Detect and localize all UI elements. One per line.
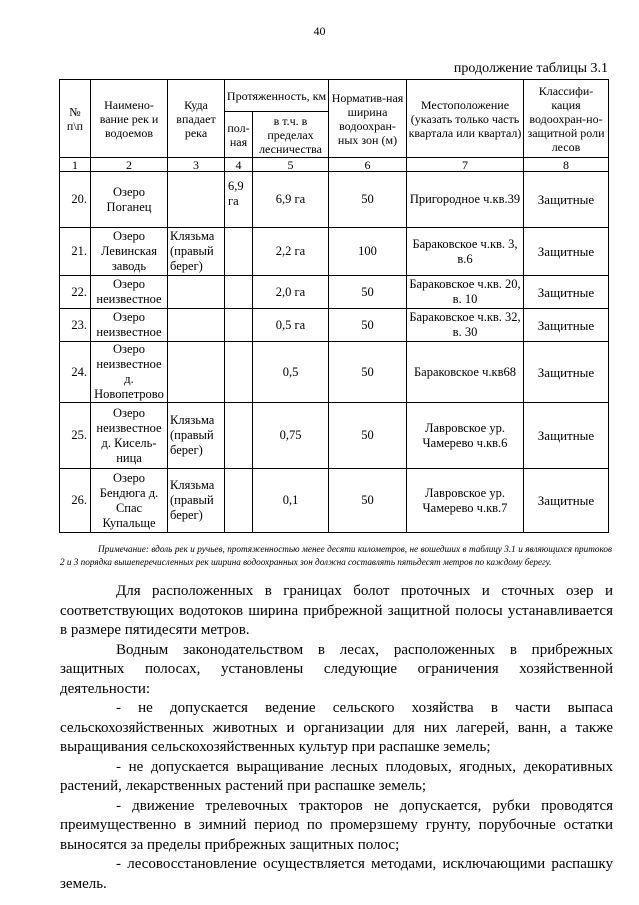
cell-length-forestry: 6,9 га — [253, 172, 329, 228]
cell-name: Озеро неизвестное — [91, 276, 168, 309]
table-caption: продолжение таблицы 3.1 — [453, 61, 608, 76]
cell-classification: Защитные — [524, 172, 609, 228]
paragraph: - не допускается выращивание лесных плодовых, ягодных, декоративных растений, лекарственных растений при распашке земель; — [60, 758, 613, 794]
cell-location: Бараковское ч.кв. 20, в. 10 — [407, 276, 524, 309]
page-number: 40 — [313, 24, 326, 38]
cell-name: Озеро неизвестное д. Кисель-ница — [91, 403, 168, 469]
table-row — [60, 276, 609, 309]
cell-flows-into — [168, 309, 225, 342]
cell-classification: Защитные — [524, 309, 609, 342]
column-number: 1 — [60, 158, 91, 172]
cell-length-total — [225, 228, 253, 276]
cell-location: Бараковское ч.кв. 3, в.6 — [407, 228, 524, 276]
header-name: Наимено-вание рек и водоемов — [91, 80, 168, 158]
column-number: 3 — [168, 158, 225, 172]
cell-zone-width: 50 — [329, 342, 407, 403]
header-flows-into: Куда впадает река — [168, 80, 225, 158]
cell-length-forestry: 0,5 га — [253, 309, 329, 342]
cell-classification: Защитные — [524, 469, 609, 533]
cell-zone-width: 50 — [329, 276, 407, 309]
cell-name: Озеро неизвестное — [91, 309, 168, 342]
table-row — [60, 309, 609, 342]
header-classification: Классифи-кация водоохран-но-защитной роли лесов — [524, 80, 609, 158]
cell-num: 20. — [60, 172, 91, 228]
header-num: № п\п — [60, 80, 91, 158]
table-row — [60, 403, 609, 469]
cell-num: 22. — [60, 276, 91, 309]
cell-flows-into: Клязьма (правый берег) — [168, 228, 225, 276]
cell-zone-width: 50 — [329, 309, 407, 342]
column-number: 4 — [225, 158, 253, 172]
cell-length-forestry: 0,1 — [253, 469, 329, 533]
paragraph: Для расположенных в границах болот проточных и сточных озер и соответствующих водотоков ширина прибрежной защитной полосы устанавливается в размере пятидесяти метров. — [60, 583, 613, 638]
column-number: 7 — [407, 158, 524, 172]
cell-length-total — [225, 469, 253, 533]
cell-name: Озеро Поганец — [91, 172, 168, 228]
cell-classification: Защитные — [524, 228, 609, 276]
cell-location: Лавровское ур. Чамерево ч.кв.7 — [407, 469, 524, 533]
cell-length-total — [225, 276, 253, 309]
cell-length-forestry: 2,0 га — [253, 276, 329, 309]
cell-flows-into: Клязьма (правый берег) — [168, 469, 225, 533]
cell-num: 24. — [60, 342, 91, 403]
cell-location: Пригородное ч.кв.39 — [407, 172, 524, 228]
cell-classification: Защитные — [524, 342, 609, 403]
column-number: 2 — [91, 158, 168, 172]
column-number: 5 — [253, 158, 329, 172]
cell-name: Озеро Левинская заводь — [91, 228, 168, 276]
header-location: Местоположение (указать только часть квартала или квартал) — [407, 80, 524, 158]
header-length: Протяженность, км — [225, 80, 329, 112]
cell-flows-into: Клязьма (правый берег) — [168, 403, 225, 469]
header-zone-width: Норматив-ная ширина водоохран-ных зон (м) — [329, 80, 407, 158]
cell-zone-width: 50 — [329, 469, 407, 533]
cell-length-total: 6,9 га — [225, 172, 253, 228]
table-note: Примечание: вдоль рек и ручьев, протяженностью менее десяти километров, не вошедших в таблицу 3.1 и являющихся притоков 2 и 3 порядка вышеперечисленных рек ширина водоохранных зон должна составлять пятьдесят метров по каждому берегу. — [60, 544, 612, 567]
table-row — [60, 228, 609, 276]
column-number: 8 — [524, 158, 609, 172]
cell-name: Озеро Бендюга д. Спас Купальще — [91, 469, 168, 533]
paragraph: Водным законодательством в лесах, расположенных в прибрежных защитных полосах, установлены следующие ограничения хозяйственной деятельности: — [60, 641, 613, 697]
body-text — [60, 582, 613, 894]
cell-num: 25. — [60, 403, 91, 469]
header-length-total: пол-ная — [225, 112, 253, 158]
paragraph: - лесовосстановление осуществляется методами, исключающими распашку земель. — [60, 856, 613, 892]
paragraph: - не допускается ведение сельского хозяйства в части выпаса сельскохозяйственных животных и организации для них лагерей, ванн, а также выращивания сельскохозяйственных культур при распашке земель; — [60, 700, 613, 755]
cell-location: Лавровское ур. Чамерево ч.кв.6 — [407, 403, 524, 469]
cell-location: Бараковское ч.кв68 — [407, 342, 524, 403]
table-row — [60, 469, 609, 533]
cell-flows-into — [168, 172, 225, 228]
cell-num: 23. — [60, 309, 91, 342]
cell-name: Озеро неизвестное д. Новопетрово — [91, 342, 168, 403]
cell-zone-width: 50 — [329, 172, 407, 228]
cell-length-forestry: 0,5 — [253, 342, 329, 403]
table-row — [60, 172, 609, 228]
water-bodies-table — [59, 79, 609, 533]
paragraph: - движение трелевочных тракторов не допускается, рубки проводятся преимущественно в зимний период по промерзшему грунту, порубочные остатки выносятся за пределы прибрежных защитных полос; — [60, 797, 613, 853]
cell-num: 21. — [60, 228, 91, 276]
column-number: 6 — [329, 158, 407, 172]
cell-flows-into — [168, 276, 225, 309]
cell-flows-into — [168, 342, 225, 403]
cell-length-forestry: 2,2 га — [253, 228, 329, 276]
table-row — [60, 342, 609, 403]
cell-length-total — [225, 309, 253, 342]
cell-zone-width: 50 — [329, 403, 407, 469]
header-length-forestry: в т.ч. в пределах лесничества — [253, 112, 329, 158]
cell-length-total — [225, 403, 253, 469]
cell-location: Бараковское ч.кв. 32, в. 30 — [407, 309, 524, 342]
cell-classification: Защитные — [524, 403, 609, 469]
cell-length-total — [225, 342, 253, 403]
cell-zone-width: 100 — [329, 228, 407, 276]
cell-num: 26. — [60, 469, 91, 533]
cell-length-forestry: 0,75 — [253, 403, 329, 469]
cell-classification: Защитные — [524, 276, 609, 309]
